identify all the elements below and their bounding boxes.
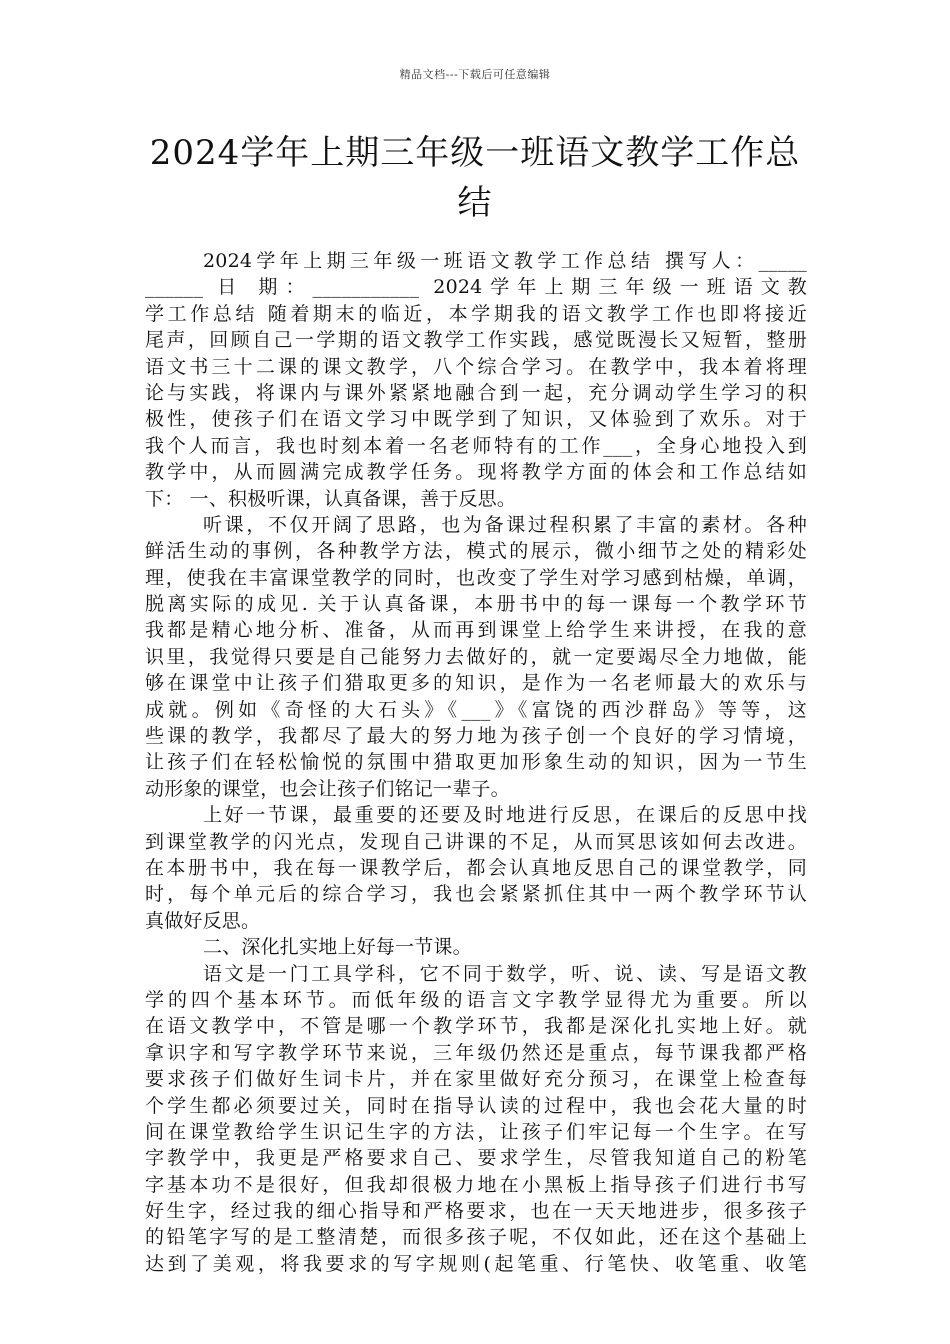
text-line: 学的四个基本环节。而低年级的语言文字教学显得尤为重要。所以 xyxy=(145,988,807,1011)
header-note: 精品文档---下载后可任意编辑 xyxy=(399,68,551,81)
document-title xyxy=(120,128,830,228)
text-line: 下： 一、积极听课，认真备课，善于反思。 xyxy=(145,487,517,510)
text-line: 时，每个单元后的综合学习，我也会紧紧抓住其中一两个教学环节认 xyxy=(145,883,807,906)
text-line: 间在课堂教给学生识记生字的方法，让孩子们牢记每一个生字。在写 xyxy=(145,1120,807,1143)
text-line: 尾声，回顾自己一学期的语文教学工作实践，感觉既漫长又短暂，整册 xyxy=(145,329,807,352)
text-line: 到课堂教学的闪光点，发现自己讲课的不足，从而冥思该如何去改进。 xyxy=(145,830,807,853)
text-line: 听课，不仅开阔了思路，也为备课过程积累了丰富的素材。各种 xyxy=(203,513,807,536)
text-line: 我都是精心地分析、准备，从而再到课堂上给学生来讲授，在我的意 xyxy=(145,619,807,642)
text-line: 语文书三十二课的课文教学，八个综合学习。在教学中，我本着将理 xyxy=(145,355,807,378)
text-line: 鲜活生动的事例，各种教学方法，模式的展示，微小细节之处的精彩处 xyxy=(145,540,807,563)
text-line: 脱离实际的成见. 关于认真备课，本册书中的每一课每一个教学环节 xyxy=(145,593,807,616)
text-line: 要求孩子们做好生词卡片，并在家里做好充分预习，在课堂上检查每 xyxy=(145,1068,807,1091)
text-line: ______ 日 期：___________ 2024学年上期三年级一班语文教 xyxy=(145,276,807,299)
text-line: 在语文教学中，不管是哪一个教学环节，我都是深化扎实地上好。就 xyxy=(145,1015,807,1038)
text-line: 个学生都必须要过关，同时在指导认读的过程中，我也会花大量的时 xyxy=(145,1094,807,1117)
text-line: 好生字，经过我的细心指导和严格要求，也在一天天地进步，很多孩子 xyxy=(145,1200,807,1223)
text-line: 些课的教学，我都尽了最大的努力地为孩子创一个良好的学习情境， xyxy=(145,725,807,748)
text-line: 2024学年上期三年级一班语文教学工作总结 撰写人：_____ xyxy=(203,250,807,272)
text-line: 在本册书中，我在每一课教学后，都会认真地反思自己的课堂教学，同 xyxy=(145,856,807,879)
text-line: 拿识字和写字教学环节来说，三年级仍然还是重点，每节课我都严格 xyxy=(145,1041,807,1064)
document-body xyxy=(145,248,807,1277)
text-line: 够在课堂中让孩子们猎取更多的知识，是作为一名老师最大的欢乐与 xyxy=(145,672,807,695)
text-line: 上好一节课，最重要的还要及时地进行反思，在课后的反思中找 xyxy=(203,804,807,827)
text-line: 语文是一门工具学科，它不同于数学，听、说、读、写是语文教 xyxy=(203,962,807,985)
title-line-2: 结 xyxy=(457,183,493,223)
text-line: 真做好反思。 xyxy=(145,909,261,932)
text-line: 二、深化扎实地上好每一节课。 xyxy=(203,936,472,959)
text-line: 字基本功不是很好，但我却很极力地在小黑板上指导孩子们进行书写 xyxy=(145,1173,807,1196)
text-line: 理，使我在丰富课堂教学的同时，也改变了学生对学习感到枯燥，单调， xyxy=(145,566,807,589)
text-line: 字教学中，我更是严格要求自己、要求学生，尽管我知道自己的粉笔 xyxy=(145,1147,807,1170)
text-line: 学工作总结 随着期末的临近，本学期我的语文教学工作也即将接近 xyxy=(145,302,807,325)
title-line-1: 2024学年上期三年级一班语文教学工作总 xyxy=(149,133,801,173)
text-line: 动形象的课堂，也会让孩子们铭记一辈子。 xyxy=(145,777,510,800)
text-line: 让孩子们在轻松愉悦的氛围中猎取更加形象生动的知识，因为一节生 xyxy=(145,751,807,774)
text-line: 论与实践，将课内与课外紧紧地融合到一起，充分调动学生学习的积 xyxy=(145,381,807,404)
text-line: 达到了美观，将我要求的写字规则(起笔重、行笔快、收笔重、收笔 xyxy=(145,1252,807,1275)
text-line: 教学中，从而圆满完成教学任务。现将教学方面的体会和工作总结如 xyxy=(145,461,807,484)
text-line: 识里，我觉得只要是自己能努力去做好的，就一定要竭尽全力地做，能 xyxy=(145,645,807,668)
text-line: 我个人而言，我也时刻本着一名老师特有的工作___，全身心地投入到 xyxy=(145,434,807,457)
text-line: 极性，使孩子们在语文学习中既学到了知识，又体验到了欢乐。对于 xyxy=(145,408,807,431)
text-line: 成就。例如《奇怪的大石头》《___》《富饶的西沙群岛》等等，这 xyxy=(145,698,807,721)
text-line: 的铅笔字写的是工整清楚，而很多孩子呢，不仅如此，还在这个基础上 xyxy=(145,1226,807,1249)
